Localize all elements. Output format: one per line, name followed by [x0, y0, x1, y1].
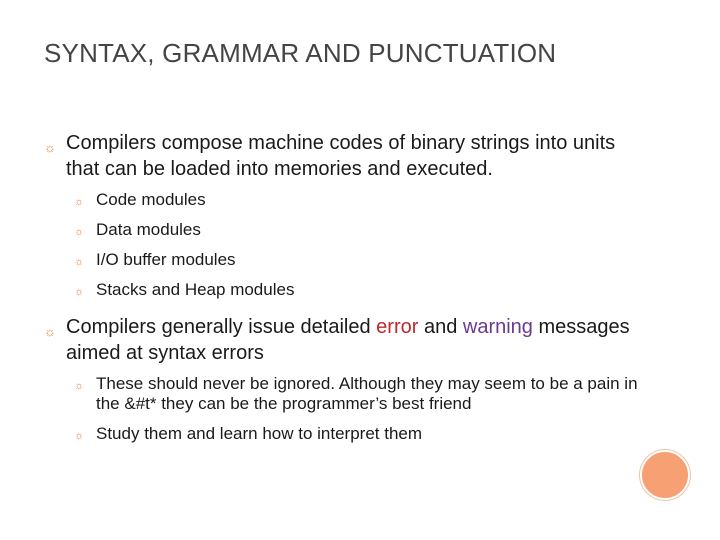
sun-bullet-icon: ☼	[74, 256, 85, 268]
sun-bullet-icon: ☼	[74, 380, 85, 392]
sun-bullet-icon: ☼	[44, 140, 56, 155]
decorative-circle	[640, 450, 690, 500]
sun-bullet-icon: ☼	[74, 286, 85, 298]
slide-body	[44, 130, 644, 454]
sub-bullet-list	[44, 374, 644, 444]
bullet-compilers-compose	[44, 130, 644, 182]
sub-bullet-item	[44, 220, 644, 240]
bullet-text-part2: and	[418, 316, 463, 338]
bullet-text-part1: Compilers generally issue detailed	[66, 316, 377, 338]
slide-title: SYNTAX, GRAMMAR AND PUNCTUATION	[44, 38, 557, 68]
sub-bullet-text: These should never be ignored. Although they may seem to be a pain in the &#t* they can be the programmer’s best friend	[96, 374, 638, 413]
error-highlight: error	[376, 316, 419, 338]
sun-bullet-icon: ☼	[74, 430, 85, 442]
sun-bullet-icon: ☼	[74, 196, 85, 208]
sub-bullet-list	[44, 190, 644, 300]
bullet-text: Compilers compose machine codes of binary strings into units that can be loaded into memories and executed.	[66, 132, 616, 180]
sub-bullet-item	[44, 424, 644, 444]
sub-bullet-item	[44, 280, 644, 300]
sub-bullet-item	[44, 374, 644, 414]
sub-bullet-text: Data modules	[96, 220, 201, 239]
sub-bullet-text: Stacks and Heap modules	[96, 280, 295, 299]
sub-bullet-item	[44, 190, 644, 210]
sub-bullet-text: Study them and learn how to interpret them	[96, 424, 423, 443]
warning-highlight: warning	[462, 316, 533, 338]
sun-bullet-icon: ☼	[44, 324, 56, 339]
sun-bullet-icon: ☼	[74, 226, 85, 238]
sub-bullet-text: I/O buffer modules	[96, 250, 236, 269]
bullet-compilers-issue	[44, 314, 644, 366]
bullet-text-part3: messages aimed at syntax errors	[66, 316, 630, 364]
sub-bullet-text: Code modules	[96, 190, 206, 209]
sub-bullet-item	[44, 250, 644, 270]
